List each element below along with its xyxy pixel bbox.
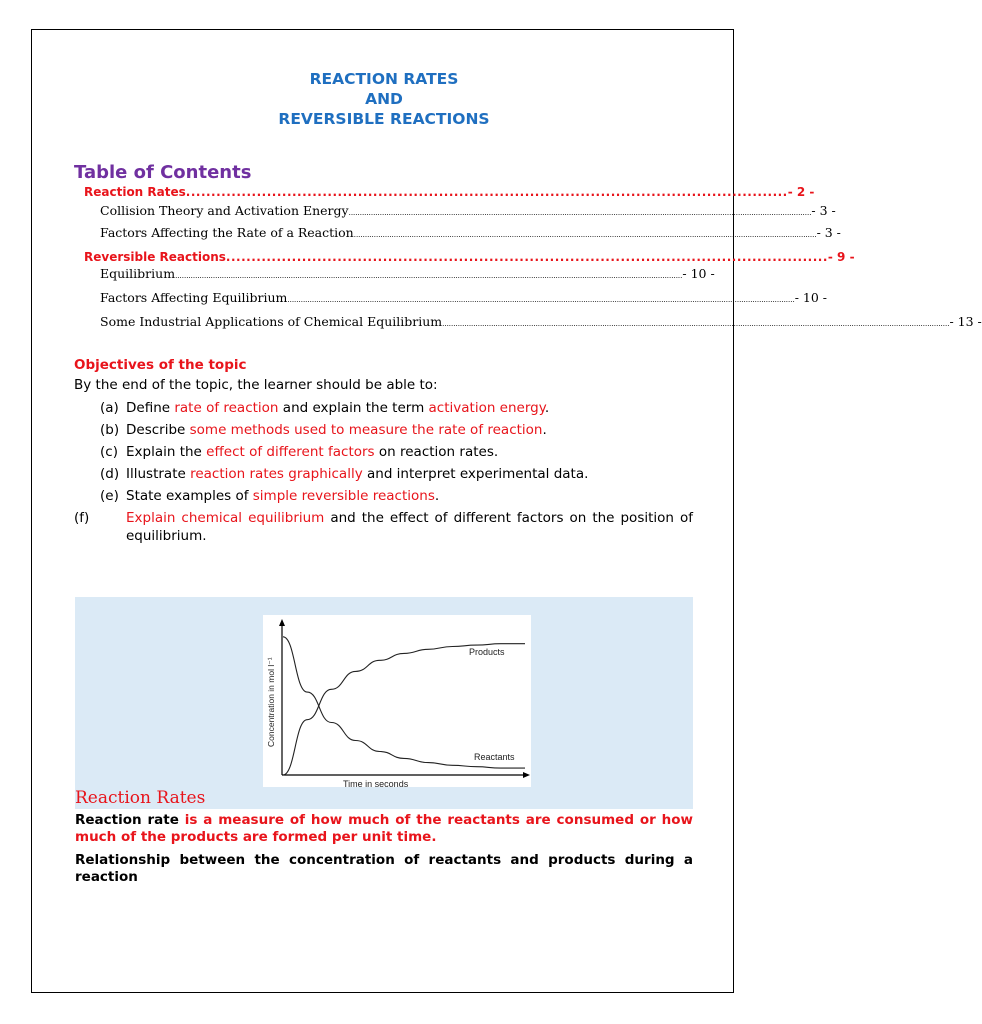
toc-entry-factors-rate[interactable]	[100, 225, 841, 240]
objective-highlight: reaction rates graphically	[190, 466, 363, 482]
toc-entry-label: Collision Theory and Activation Energy	[100, 203, 349, 218]
title-line-1: REACTION RATES	[309, 70, 459, 88]
toc-leader: ................................................................................................................................................................................................................	[353, 231, 817, 239]
objective-text: Define	[126, 400, 175, 416]
reaction-chart-svg	[263, 615, 531, 787]
toc-entry-label: Reversible Reactions	[84, 250, 226, 264]
toc-leader: ................................................................................................................................................................................................................	[348, 209, 812, 217]
toc-leader: ....................................................................................................................................................................................................................................	[442, 320, 950, 328]
definition-paragraph	[75, 812, 693, 846]
toc-heading: Table of Contents	[74, 162, 252, 183]
objective-text: .	[434, 488, 440, 504]
objective-text: and explain the term	[278, 400, 429, 416]
toc-entry-label: Equilibrium	[100, 266, 176, 281]
objective-highlight: some methods used to measure the rate of reaction	[189, 422, 543, 438]
toc-entry-page: - 3 -	[811, 203, 836, 218]
toc-entry-page: - 2 -	[787, 185, 815, 199]
objectives-heading: Objectives of the topic	[74, 357, 247, 373]
toc-entry-collision-theory[interactable]	[100, 203, 836, 218]
toc-entry-equilibrium[interactable]	[100, 266, 715, 281]
objective-highlight: activation energy	[428, 400, 545, 416]
objective-item-b	[100, 421, 693, 439]
objective-text: Explain the	[126, 444, 207, 460]
objective-highlight: effect of different factors	[206, 444, 375, 460]
objective-text: .	[544, 400, 550, 416]
toc-entry-label: Factors Affecting Equilibrium	[100, 290, 288, 305]
objective-marker: (c)	[100, 444, 118, 460]
objective-marker: (f)	[74, 510, 90, 526]
products-label: Products	[469, 647, 505, 657]
objective-item-f	[74, 509, 693, 545]
reaction-graph	[263, 615, 531, 787]
objective-marker: (a)	[100, 400, 119, 416]
objective-item-c	[100, 443, 693, 461]
toc-entry-page: - 13 -	[949, 314, 982, 329]
title-line-2: AND	[365, 90, 403, 108]
toc-entry-reaction-rates[interactable]	[84, 185, 815, 199]
objective-text: .	[542, 422, 547, 438]
objective-highlight: Explain chemical equilibrium	[126, 510, 325, 526]
objectives-intro: By the end of the topic, the learner should be able to:	[74, 377, 438, 393]
toc-leader: .......................................................................................................................	[225, 250, 828, 264]
title-line-3: REVERSIBLE REACTIONS	[278, 110, 490, 128]
objective-text: and the effect of different factors on the position of equilibrium.	[126, 510, 693, 544]
objective-highlight: rate of reaction	[174, 400, 279, 416]
toc-entry-industrial-applications[interactable]	[100, 314, 982, 329]
toc-entry-label: Factors Affecting the Rate of a Reaction	[100, 225, 354, 240]
relationship-paragraph: Relationship between the concentration of reactants and products during a reaction	[75, 852, 693, 885]
definition-body: is a measure of how much of the reactants are consumed or how much of the products are formed per unit time.	[75, 812, 693, 845]
toc-entry-page: - 10 -	[794, 290, 828, 305]
toc-entry-label: Reaction Rates	[84, 185, 186, 199]
toc-leader: ....................................................................................................................................................................................................................................	[175, 272, 683, 280]
toc-entry-reversible-reactions[interactable]	[84, 250, 855, 264]
objective-highlight: simple reversible reactions	[252, 488, 435, 504]
objective-marker: (d)	[100, 466, 120, 482]
objective-text: Illustrate	[126, 466, 191, 482]
toc-leader: .......................................................................................................................	[185, 185, 788, 199]
toc-entry-page: - 9 -	[827, 250, 855, 264]
y-axis-arrow	[279, 619, 285, 626]
toc-entry-page: - 10 -	[682, 266, 715, 281]
objective-item-a	[100, 399, 693, 417]
objective-marker: (e)	[100, 488, 119, 504]
objective-text: on reaction rates.	[374, 444, 499, 460]
section-heading-reaction-rates: Reaction Rates	[75, 788, 206, 808]
toc-leader: ....................................................................................................................................................................................................................................	[287, 296, 795, 304]
objective-text: and interpret experimental data.	[362, 466, 589, 482]
y-axis-label: Concentration in mol l⁻¹	[266, 657, 276, 747]
objective-marker: (b)	[100, 422, 120, 438]
x-axis-label: Time in seconds	[343, 779, 409, 789]
definition-term: Reaction rate	[75, 812, 179, 828]
reactants-label: Reactants	[474, 752, 515, 762]
toc-entry-factors-equilibrium[interactable]	[100, 290, 828, 305]
toc-entry-label: Some Industrial Applications of Chemical Equilibrium	[100, 314, 443, 329]
objective-text: Describe	[126, 422, 190, 438]
x-axis-arrow	[523, 772, 530, 778]
objective-item-d	[100, 465, 693, 483]
toc-entry-page: - 3 -	[816, 225, 841, 240]
objective-item-e	[100, 487, 693, 505]
objective-text: State examples of	[126, 488, 253, 504]
